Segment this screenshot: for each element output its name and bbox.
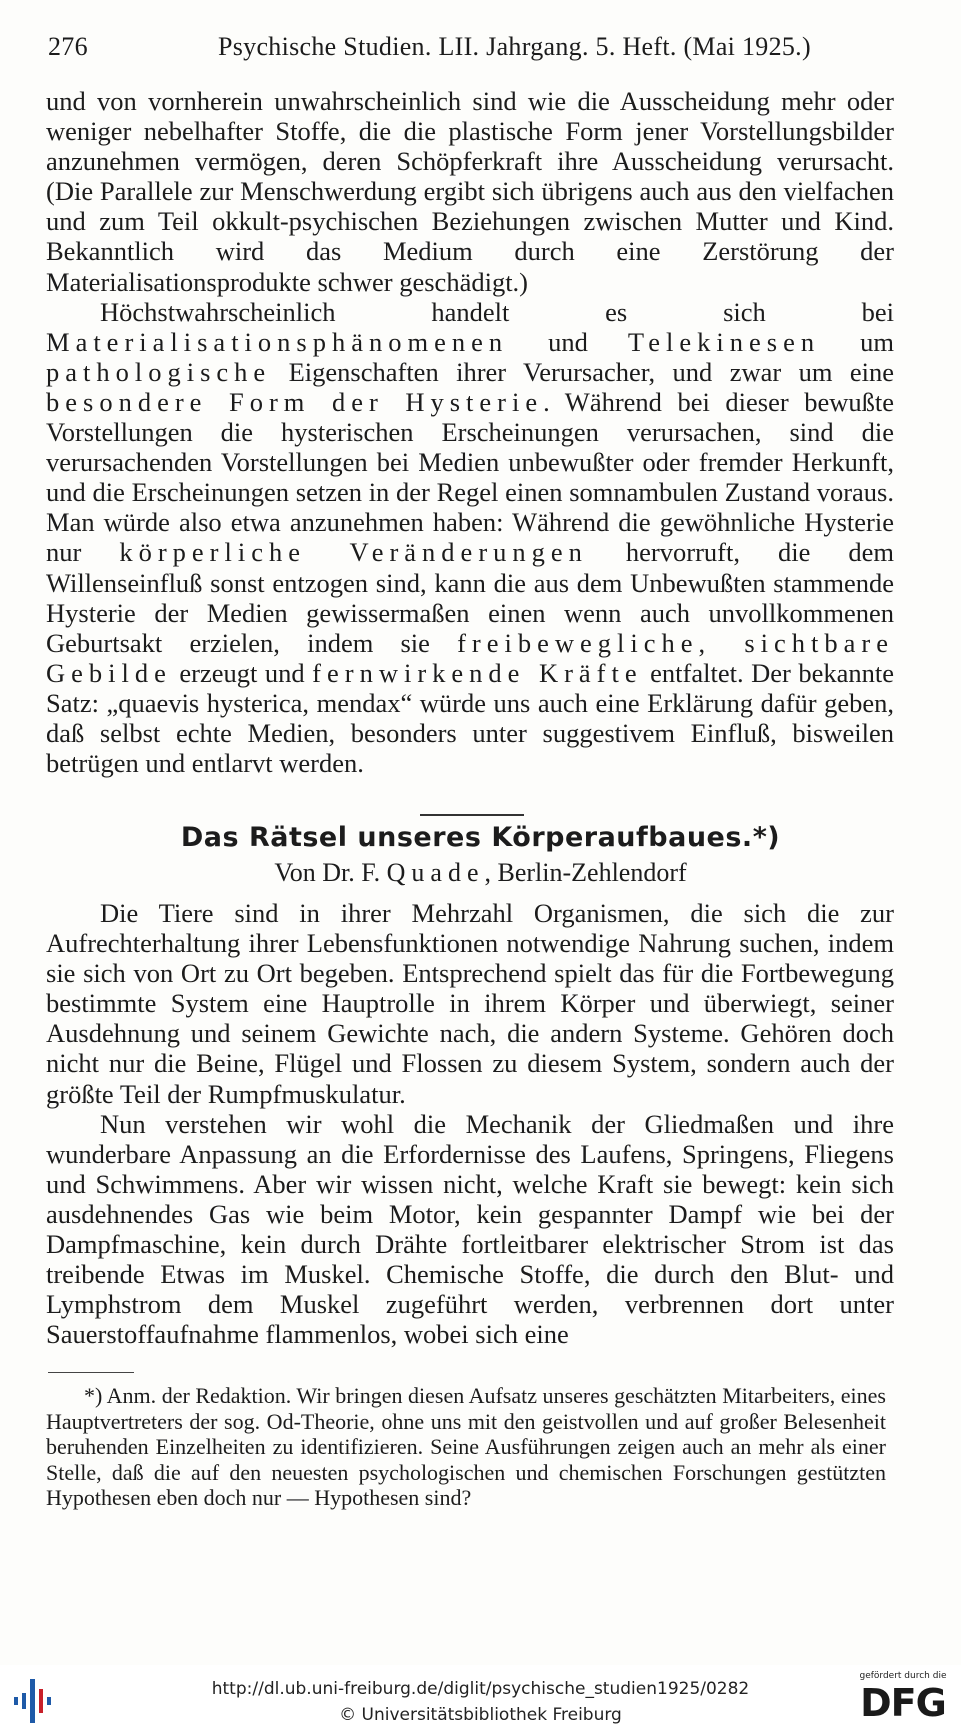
- dfg-caption: gefördert durch die: [859, 1671, 947, 1681]
- section-divider: [420, 814, 524, 816]
- page-header: [48, 32, 901, 62]
- footnote: *) Anm. der Redaktion. Wir bringen diesen Aufsatz unseres geschätzten Mitarbeiters, eines Hauptvertreters der sog. Od-Theorie, ohne uns mit den geistvollen und auf großer Belesenheit beruhenden Einzelheiten zu identifizieren. Seine Ausführungen zeigen auch an mehr als einer Stelle, daß die auf den neuesten psychologischen und chemischen Forschungen gestützten Hypothesen eben doch nur — Hypothesen sind?: [46, 1383, 886, 1510]
- paragraph: Nun verstehen wir wohl die Mechanik der Gliedmaßen und ihre wunderbare Anpassung an die Erfordernisse des Laufens, Springens, Fliegens und Schwimmens. Aber wir wissen nicht, welche Kraft sie bewegt: kein sich ausdehnendes Gas wie beim Motor, kein gespannter Dampf wie bei der Dampfmaschine, kein durch Drähte fortleitbarer elektrischer Strom ist das treibende Etwas im Muskel. Chemische Stoffe, die durch den Blut- und Lymphstrom dem Muskel zugeführt werden, verbrennen dort unter Sauerstoffaufnahme flammenlos, wobei sich eine: [46, 1108, 894, 1350]
- page-number: 276: [48, 32, 88, 61]
- article-body: [46, 898, 894, 1349]
- dfg-wordmark: DFG: [860, 1681, 946, 1725]
- dfg-logo-icon: [855, 1671, 951, 1731]
- article-title: Das Rätsel unseres Körperaufbaues.*): [180, 822, 781, 853]
- running-title: Psychische Studien. LII. Jahrgang. 5. Heft. (Mai 1925.): [217, 32, 811, 61]
- viewer-footer: [0, 1665, 961, 1735]
- paragraph: und von vornherein unwahrscheinlich sind wie die Ausscheidung mehr oder weniger nebelhafter Stoffe, die die plastische Form jener Vorstellungsbilder anzunehmen vermögen, deren Schöpferkraft ihre Ausscheidung verursacht. (Die Parallele zur Menschwerdung ergibt sich übrigens auch aus den vielfachen und zum Teil okkult-psychischen Beziehungen zwischen Mutter und Kind. Bekanntlich wird das Medium durch eine Zerstörung der Materialisationsprodukte schwer geschädigt.): [46, 86, 894, 297]
- copyright: © Universitätsbibliothek Freiburg: [339, 1705, 622, 1725]
- footnote-divider: [48, 1372, 134, 1373]
- article-continuation: [46, 86, 894, 778]
- paragraph: Höchstwahrscheinlich handelt es sich bei Materialisationsphänomenen und Telekinesen um pathologische Eigenschaften ihrer Verursacher, und zwar um eine besondere Form der Hysterie. Während bei dieser bewußte Vorstellungen die hysterischen Erscheinungen verursachen, sind die verursachenden Vorstellungen bei Medien unbewußter oder fremder Herkunft, und die Erscheinungen setzen in der Regel einen somnambulen Zustand voraus. Man würde also etwa anzunehmen haben: Während die gewöhnliche Hysterie nur körperliche Veränderungen hervorruft, die dem Willenseinfluß sonst entzogen sind, kann die aus dem Unbewußten stammende Hysterie der Medien gewissermaßen einen wenn auch unvollkommenen Geburtsakt erzielen, indem sie freibewegliche, sichtbare Gebilde erzeugt und fernwirkende Kräfte entfaltet. Der bekannte Satz: „quaevis hysterica, mendax“ würde uns auch eine Erklärung dafür geben, daß selbst echte Medien, besonders unter suggestivem Einfluß, bisweilen betrügen und entlarvt werden.: [46, 296, 894, 779]
- source-url[interactable]: http://dl.ub.uni-freiburg.de/diglit/psychische_studien1925/0282: [211, 1679, 750, 1699]
- article-byline: Von Dr. F. Quade, Berlin-Zehlendorf: [274, 858, 687, 887]
- paragraph: Die Tiere sind in ihrer Mehrzahl Organismen, die sich die zur Aufrechterhaltung ihrer Lebensfunktionen notwendige Nahrung suchen, indem sie sich von Ort zu Ort begeben. Entsprechend spielt das für die Fortbewegung bestimmte System eine Hauptrolle in ihrem Körper und überwiegt, seiner Ausdehnung und seinem Gewichte nach, die andern Systeme. Gehören doch nicht nur die Beine, Flügel und Flossen zu diesem System, sondern auch der größte Teil der Rumpfmuskulatur.: [46, 898, 894, 1109]
